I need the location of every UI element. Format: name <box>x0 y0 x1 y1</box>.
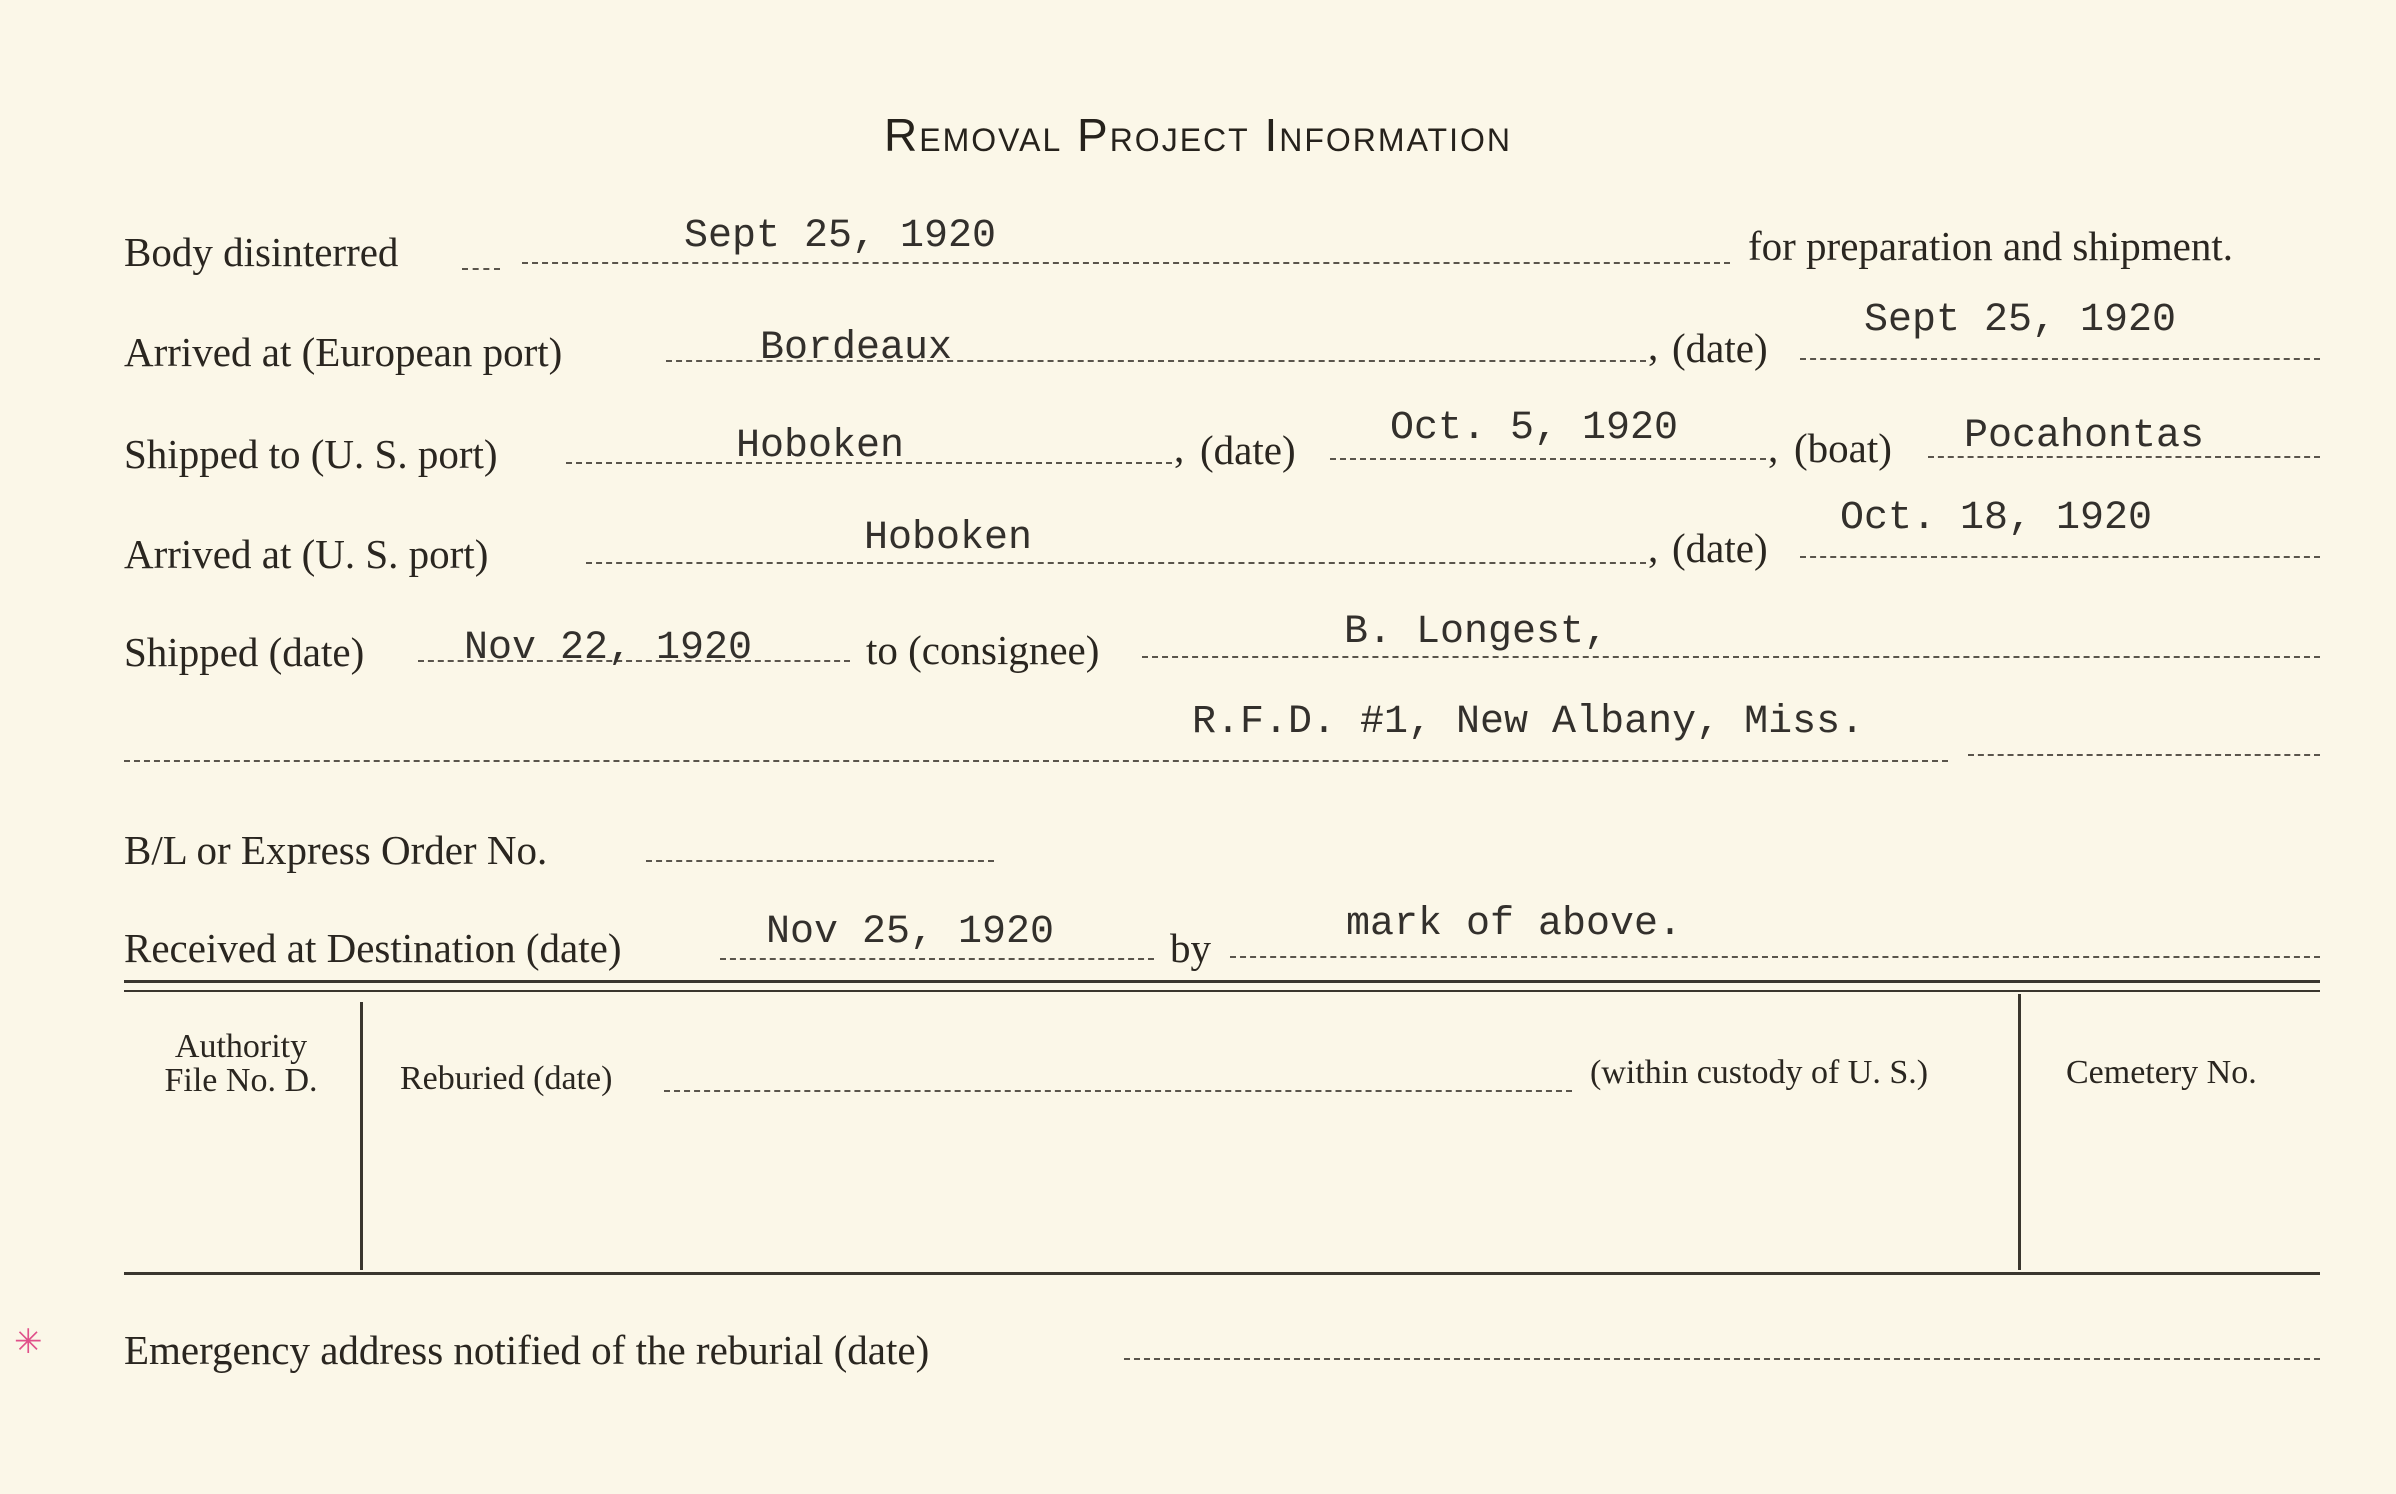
dotted-line <box>1124 1358 2320 1360</box>
value-european-arrival-date: Sept 25, 1920 <box>1864 298 2177 343</box>
dotted-line <box>1800 358 2320 360</box>
ink-mark-icon: ✳ <box>14 1324 43 1361</box>
label-date: (date) <box>1672 325 1768 371</box>
label-shipped-to-us-port: Shipped to (U. S. port) <box>124 431 498 477</box>
column-divider <box>2018 994 2021 1270</box>
dotted-line <box>1968 754 2320 756</box>
label-comma: , <box>1648 323 1659 369</box>
label-comma: , <box>1648 525 1659 571</box>
value-received-by: mark of above. <box>1346 902 1683 947</box>
label-boat: (boat) <box>1794 425 1892 471</box>
dotted-line <box>1230 956 2320 958</box>
value-disinterred-date: Sept 25, 1920 <box>684 214 997 259</box>
label-cemetery-no: Cemetery No. <box>2066 1054 2257 1091</box>
label-arrived-european-port: Arrived at (European port) <box>124 329 563 375</box>
label-authority-file <box>126 1030 356 1098</box>
dotted-line <box>646 860 994 862</box>
dotted-line <box>124 760 1948 762</box>
value-european-port: Bordeaux <box>760 326 953 371</box>
label-date: (date) <box>1200 427 1296 473</box>
dotted-line <box>1800 556 2320 558</box>
label-authority-line1: Authority <box>174 1028 308 1065</box>
label-by: by <box>1170 925 1211 971</box>
dotted-line <box>462 268 500 270</box>
value-consignee-name: B. Longest, <box>1344 610 1609 655</box>
label-within-custody: (within custody of U. S.) <box>1590 1054 1929 1091</box>
label-date: (date) <box>1672 525 1768 571</box>
label-for-preparation: for preparation and shipment. <box>1748 223 2234 269</box>
value-shipped-date: Nov 22, 1920 <box>464 626 753 671</box>
value-us-port-shipped: Hoboken <box>736 424 905 469</box>
dotted-line <box>522 262 1730 264</box>
label-comma: , <box>1174 425 1185 471</box>
column-divider <box>360 1002 363 1270</box>
label-to-consignee: to (consignee) <box>866 627 1100 673</box>
table-top-rule-inner <box>124 990 2320 992</box>
dotted-line <box>1330 458 1766 460</box>
label-received-destination: Received at Destination (date) <box>124 925 622 971</box>
value-consignee-address: R.F.D. #1, New Albany, Miss. <box>1192 700 1865 745</box>
dotted-line <box>664 1090 1572 1092</box>
label-bl-order: B/L or Express Order No. <box>124 827 548 873</box>
dotted-line <box>720 958 1154 960</box>
label-emergency: Emergency address notified of the reburial (date) <box>124 1327 930 1373</box>
value-us-arrival-date: Oct. 18, 1920 <box>1840 496 2153 541</box>
table-bottom-rule <box>124 1272 2320 1275</box>
dotted-line <box>1142 656 2320 658</box>
value-boat: Pocahontas <box>1964 414 2205 459</box>
table-top-rule <box>124 980 2320 983</box>
label-authority-line2: File No. D. <box>164 1062 318 1099</box>
label-body-disinterred: Body disinterred <box>124 229 399 275</box>
value-us-port-arrived: Hoboken <box>864 516 1033 561</box>
value-received-date: Nov 25, 1920 <box>766 910 1055 955</box>
label-arrived-us-port: Arrived at (U. S. port) <box>124 531 489 577</box>
value-shipped-to-us-date: Oct. 5, 1920 <box>1390 406 1679 451</box>
label-comma: , <box>1768 425 1779 471</box>
label-shipped-date: Shipped (date) <box>124 629 365 675</box>
dotted-line <box>586 562 1646 564</box>
card-title: Removal Project Information <box>884 109 1512 161</box>
label-reburied: Reburied (date) <box>400 1060 613 1097</box>
